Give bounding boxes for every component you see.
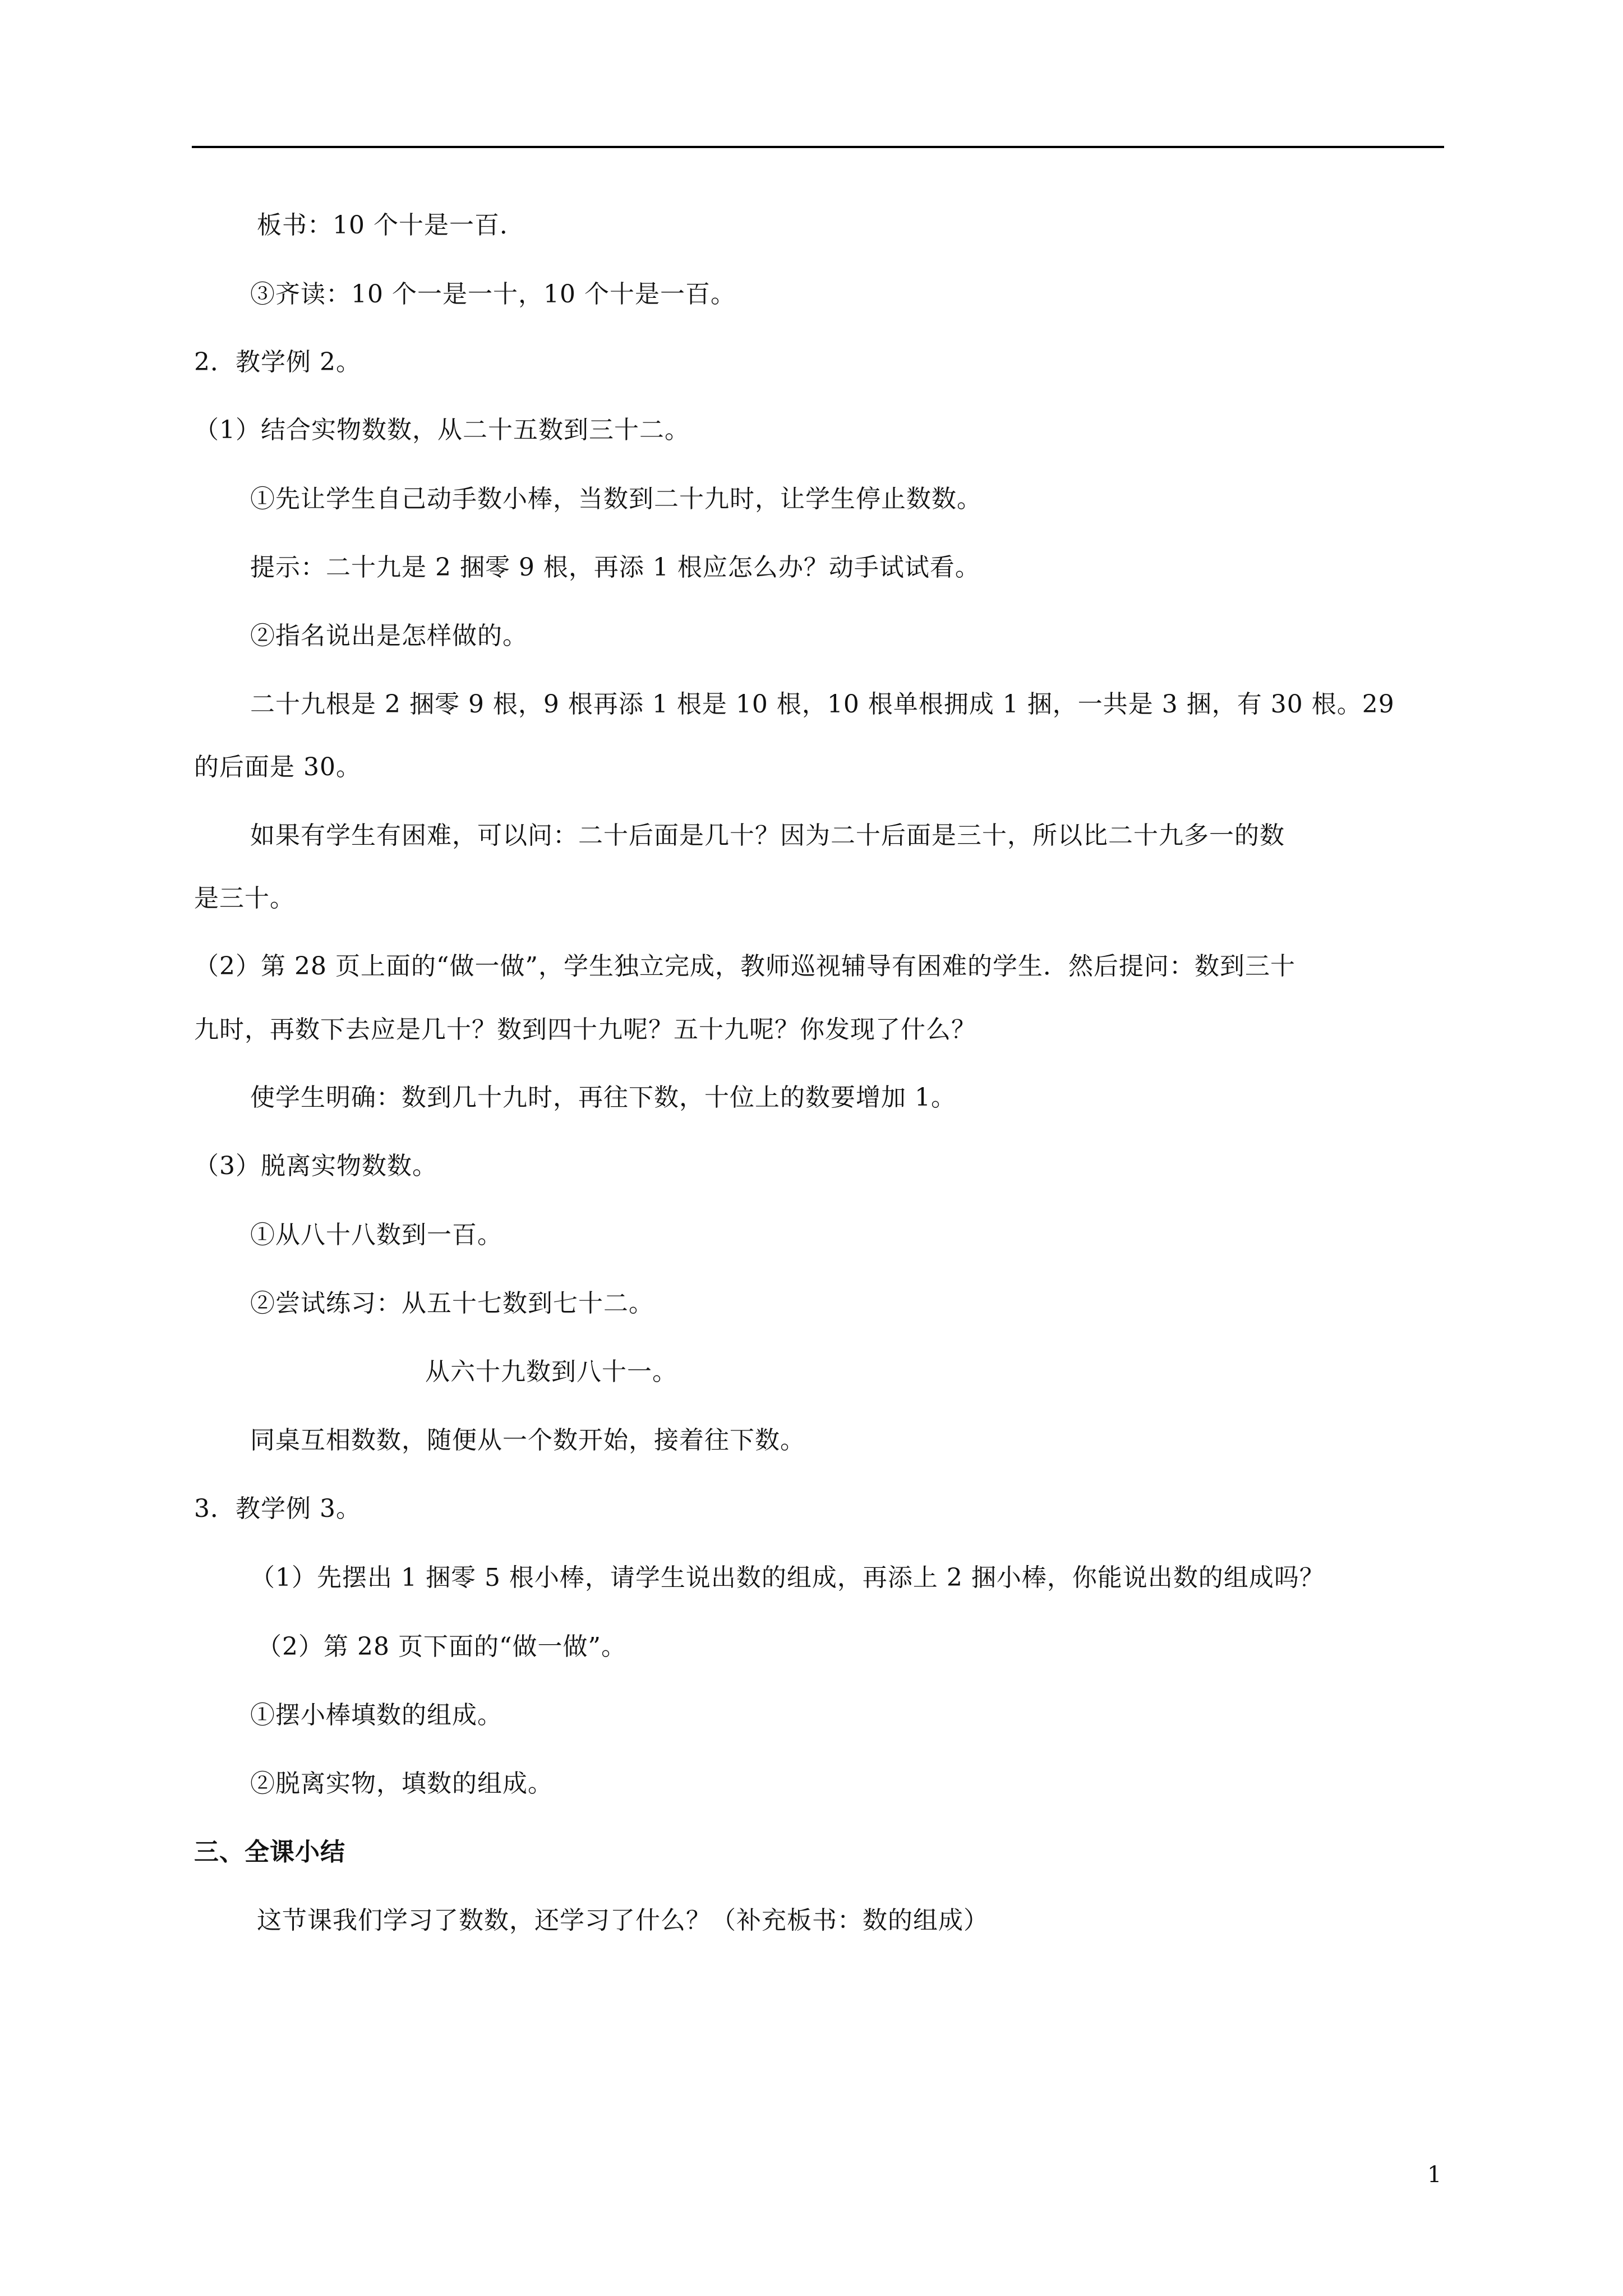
text-line-4: （1）结合实物数数，从二十五数到三十二。	[194, 416, 690, 444]
text-line-24: ②脱离实物，填数的组成。	[250, 1769, 553, 1798]
text-line-23: ①摆小棒填数的组成。	[250, 1701, 502, 1729]
text-line-15: （3）脱离实物数数。	[194, 1152, 437, 1180]
text-line-9: 的后面是 30。	[194, 753, 361, 781]
header-rule	[192, 146, 1444, 148]
text-line-12: （2）第 28 页上面的“做一做”，学生独立完成，教师巡视辅导有困难的学生．然后提问：数到三十	[194, 952, 1295, 981]
text-line-8: 二十九根是 2 捆零 9 根，9 根再添 1 根是 10 根，10 根单根拥成 1 捆，一共是 3 捆，有 30 根。29	[250, 690, 1395, 719]
text-line-3: 2．教学例 2。	[194, 348, 361, 376]
text-line-22: （2）第 28 页下面的“做一做”。	[257, 1632, 626, 1661]
text-line-2: ③齐读：10 个一是一十，10 个十是一百。	[250, 280, 736, 309]
text-line-18: 从六十九数到八十一。	[425, 1358, 677, 1386]
text-line-17: ②尝试练习：从五十七数到七十二。	[250, 1289, 654, 1318]
text-line-7: ②指名说出是怎样做的。	[250, 622, 528, 650]
text-line-14: 使学生明确：数到几十九时，再往下数，十位上的数要增加 1。	[250, 1083, 956, 1112]
section-heading: 三、全课小结	[194, 1838, 345, 1866]
text-line-19: 同桌互相数数，随便从一个数开始，接着往下数。	[250, 1426, 805, 1455]
text-line-13: 九时，再数下去应是几十？数到四十九呢？五十九呢？你发现了什么？	[194, 1015, 976, 1044]
text-line-21: （1）先摆出 1 捆零 5 根小棒，请学生说出数的组成，再添上 2 捆小棒，你能说出数的组成吗？	[250, 1563, 1325, 1592]
page-number: 1	[1427, 2162, 1442, 2188]
text-line-6: 提示：二十九是 2 捆零 9 根，再添 1 根应怎么办？动手试试看。	[250, 553, 980, 582]
text-line-5: ①先让学生自己动手数小棒，当数到二十九时，让学生停止数数。	[250, 485, 982, 513]
text-line-11: 是三十。	[194, 884, 295, 913]
text-line-10: 如果有学生有困难，可以问：二十后面是几十？因为二十后面是三十，所以比二十九多一的数	[250, 821, 1285, 850]
text-line-16: ①从八十八数到一百。	[250, 1221, 502, 1249]
text-line-1: 板书：10 个十是一百．	[257, 211, 525, 240]
text-line-26: 这节课我们学习了数数，还学习了什么？（补充板书：数的组成）	[257, 1906, 989, 1935]
text-line-20: 3．教学例 3。	[194, 1494, 361, 1523]
